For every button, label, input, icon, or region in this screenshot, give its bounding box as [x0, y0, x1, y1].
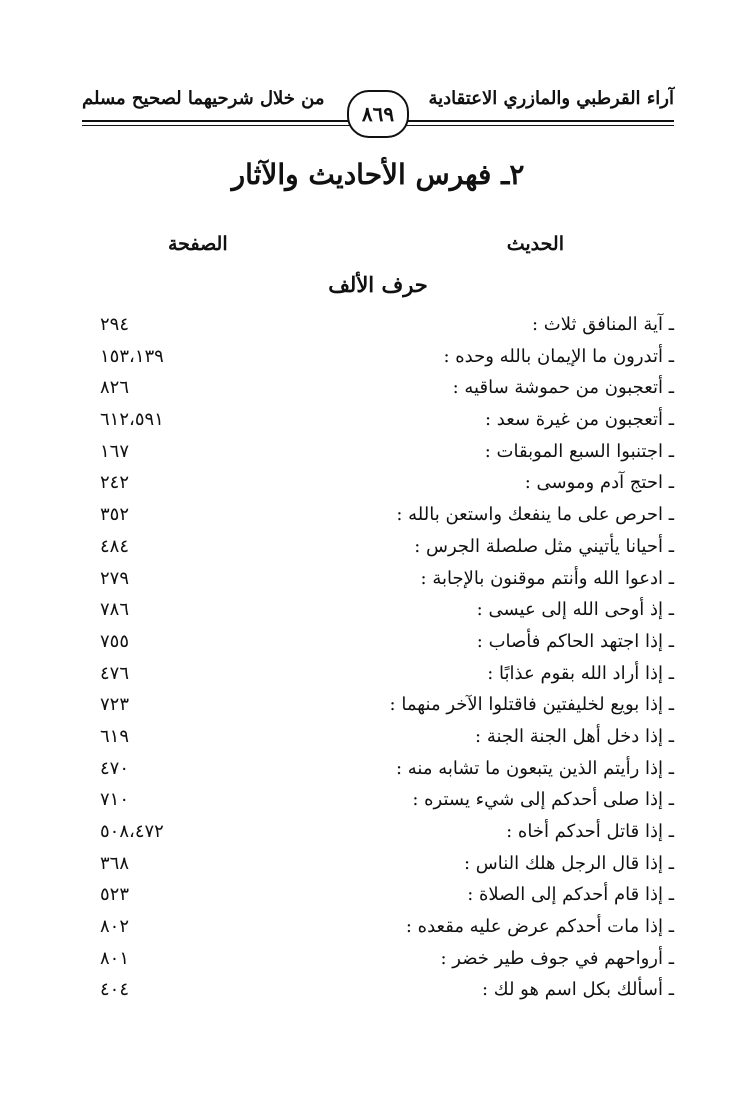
hadith-text: ـ أتعجبون من غيرة سعد : [485, 409, 674, 431]
index-entry [100, 784, 674, 816]
index-entry [100, 531, 674, 563]
index-entry [100, 341, 674, 373]
header-rule-right-thin [402, 125, 674, 126]
index-entry [100, 626, 674, 658]
index-entry [100, 563, 674, 595]
page-references: ٧١٠ [100, 789, 130, 811]
hadith-text: ـ إذ أوحى الله إلى عيسى : [476, 599, 674, 621]
page-references: ١٦٧ [100, 440, 130, 462]
page-references: ١٥٣،١٣٩ [100, 345, 164, 367]
page-references: ٤٠٤ [100, 979, 130, 1001]
index-entry [100, 372, 674, 404]
index-entry [100, 753, 674, 785]
index-entry [100, 848, 674, 880]
index-entry [100, 404, 674, 436]
hadith-text: ـ احتج آدم وموسى : [524, 472, 674, 494]
book-subtitle: من خلال شرحيهما لصحيح مسلم [82, 88, 325, 109]
index-entry [100, 689, 674, 721]
section-title: ٢ـ فهرس الأحاديث والآثار [231, 158, 525, 191]
header-rule-right [402, 120, 674, 122]
page-number [347, 90, 409, 138]
index-entry [100, 467, 674, 499]
hadith-text: ـ إذا قام أحدكم إلى الصلاة : [467, 884, 674, 906]
hadith-text: ـ إذا أراد الله بقوم عذابًا : [487, 662, 674, 684]
page-number-text: ٨٦٩ [361, 102, 395, 126]
index-entry [100, 721, 674, 753]
index-entry [100, 499, 674, 531]
hadith-text: ـ آية المنافق ثلاث : [531, 314, 674, 335]
index-entry [100, 943, 674, 975]
hadith-text: ـ إذا اجتهد الحاكم فأصاب : [476, 630, 674, 652]
page-references: ٣٦٨ [100, 852, 130, 874]
hadith-text: ـ احرص على ما ينفعك واستعن بالله : [396, 504, 674, 526]
book-title: آراء القرطبي والمازري الاعتقادية [428, 88, 674, 109]
page-references: ٤٧٠ [100, 757, 130, 779]
page-references: ٨٢٦ [100, 377, 130, 399]
hadith-text: ـ إذا رأيتم الذين يتبعون ما تشابه منه : [395, 757, 674, 779]
page-references: ٢٤٢ [100, 472, 130, 494]
page-references: ٧٥٥ [100, 630, 130, 652]
column-header-hadith: الحديث [506, 233, 564, 255]
page-references: ٥٢٣ [100, 884, 130, 906]
index-entry [100, 911, 674, 943]
hadith-text: ـ ادعوا الله وأنتم موقنون بالإجابة : [420, 567, 674, 589]
page-references: ٤٧٦ [100, 662, 130, 684]
index-entry [100, 658, 674, 690]
page-references: ٢٩٤ [100, 314, 130, 335]
hadith-text: ـ أحيانا يأتيني مثل صلصلة الجرس : [414, 535, 674, 557]
hadith-text: ـ إذا بويع لخليفتين فاقتلوا الآخر منهما : [389, 694, 674, 716]
page-references: ٤٨٤ [100, 535, 130, 557]
page-references: ٦١٩ [100, 725, 130, 747]
index-entry [100, 594, 674, 626]
letter-heading: حرف الألف [328, 272, 428, 297]
index-entry [100, 436, 674, 468]
index-entry [100, 879, 674, 911]
header-rule-left [82, 120, 354, 122]
header-rule-left-thin [82, 125, 354, 126]
hadith-text: ـ أتدرون ما الإيمان بالله وحده : [443, 345, 674, 367]
hadith-text: ـ أتعجبون من حموشة ساقيه : [452, 377, 674, 399]
hadith-text: ـ إذا صلى أحدكم إلى شيء يستره : [412, 789, 674, 811]
hadith-index-list [100, 309, 674, 1006]
page-references: ٦١٢،٥٩١ [100, 409, 164, 431]
hadith-text: ـ إذا مات أحدكم عرض عليه مقعده : [405, 916, 674, 938]
index-entry [100, 974, 674, 1006]
hadith-text: ـ أسألك بكل اسم هو لك : [482, 979, 674, 1001]
page-references: ٨٠٢ [100, 916, 130, 938]
page-references: ٢٧٩ [100, 567, 130, 589]
page-references: ٧٢٣ [100, 694, 130, 716]
index-entry [100, 309, 674, 341]
hadith-text: ـ إذا دخل أهل الجنة الجنة : [475, 725, 674, 747]
column-header-page: الصفحة [168, 233, 228, 255]
hadith-text: ـ إذا قال الرجل هلك الناس : [463, 852, 674, 874]
page-references: ٣٥٢ [100, 504, 130, 526]
index-entry [100, 816, 674, 848]
page-references: ٧٨٦ [100, 599, 130, 621]
hadith-text: ـ أرواحهم في جوف طير خضر : [440, 947, 674, 969]
hadith-text: ـ إذا قاتل أحدكم أخاه : [506, 821, 674, 842]
page-references: ٨٠١ [100, 947, 130, 969]
hadith-text: ـ اجتنبوا السبع الموبقات : [484, 440, 674, 462]
page-references: ٥٠٨،٤٧٢ [100, 821, 164, 842]
